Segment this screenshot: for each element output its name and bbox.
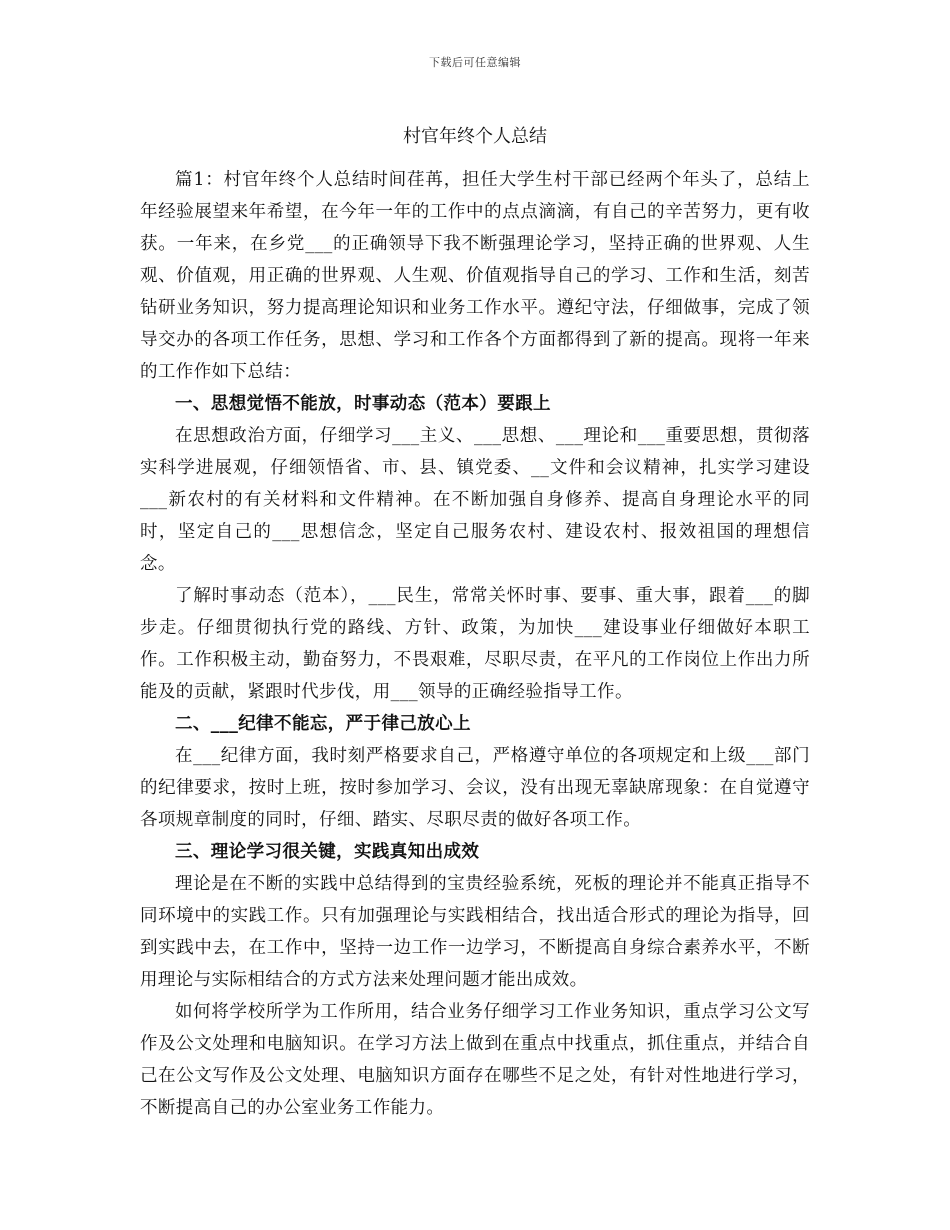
body-paragraph: 了解时事动态（范本），___民生，常常关怀时事、要事、重大事，跟着___的脚步走。仔细贯彻执行党的路线、方针、政策，为加快___建设事业仔细做好本职工作。工作积极主动，勤奋努力，不畏艰难，尽职尽责，在平凡的工作岗位上作出力所能及的贡献，紧跟时代步伐，用___领导的正确经验指导工作。 (140, 586, 810, 702)
body-paragraph: 在思想政治方面，仔细学习___主义、___思想、___理论和___重要思想，贯彻落实科学进展观，仔细领悟省、市、县、镇党委、__文件和会议精神，扎实学习建设___新农村的有关材料和文件精神。在不断加强自身修养、提高自身理论水平的同时，坚定自己的___思想信念，坚定自己服务农村、建设农村、报效祖国的理想信念。 (140, 426, 810, 574)
document-title: 村官年终个人总结 (403, 126, 547, 147)
document-body (140, 164, 810, 1124)
intro-paragraph: 篇1：村官年终个人总结时间荏苒，担任大学生村干部已经两个年头了，总结上年经验展望来年希望，在今年一年的工作中的点点滴滴，有自己的辛苦努力，更有收获。一年来，在乡党___的正确领导下我不断强理论学习，坚持正确的世界观、人生观、价值观，用正确的世界观、人生观、价值观指导自己的学习、工作和生活，刻苦钻研业务知识，努力提高理论知识和业务工作水平。遵纪守法，仔细做事，完成了领导交办的各项工作任务，思想、学习和工作各个方面都得到了新的提高。现将一年来的工作作如下总结： (140, 170, 810, 382)
section-heading-2: 二、___纪律不能忘，严于律己放心上 (175, 714, 471, 734)
body-paragraph: 理论是在不断的实践中总结得到的宝贵经验系统，死板的理论并不能真正指导不同环境中的实践工作。只有加强理论与实践相结合，找出适合形式的理论为指导，回到实践中去，在工作中，坚持一边工作一边学习，不断提高自身综合素养水平，不断用理论与实际相结合的方式方法来处理问题才能出成效。 (140, 874, 810, 990)
body-paragraph: 如何将学校所学为工作所用，结合业务仔细学习工作业务知识，重点学习公文写作及公文处理和电脑知识。在学习方法上做到在重点中找重点，抓住重点，并结合自己在公文写作及公文处理、电脑知识方面存在哪些不足之处，有针对性地进行学习，不断提高自己的办公室业务工作能力。 (140, 1002, 810, 1118)
header-note: 下载后可任意编辑 (429, 56, 521, 69)
section-heading-1: 一、思想觉悟不能放，时事动态（范本）要跟上 (175, 394, 551, 414)
body-paragraph: 在___纪律方面，我时刻严格要求自己，严格遵守单位的各项规定和上级___部门的纪律要求，按时上班，按时参加学习、会议，没有出现无辜缺席现象：在自觉遵守各项规章制度的同时，仔细、踏实、尽职尽责的做好各项工作。 (140, 746, 810, 830)
section-heading-3: 三、理论学习很关键，实践真知出成效 (175, 842, 480, 862)
